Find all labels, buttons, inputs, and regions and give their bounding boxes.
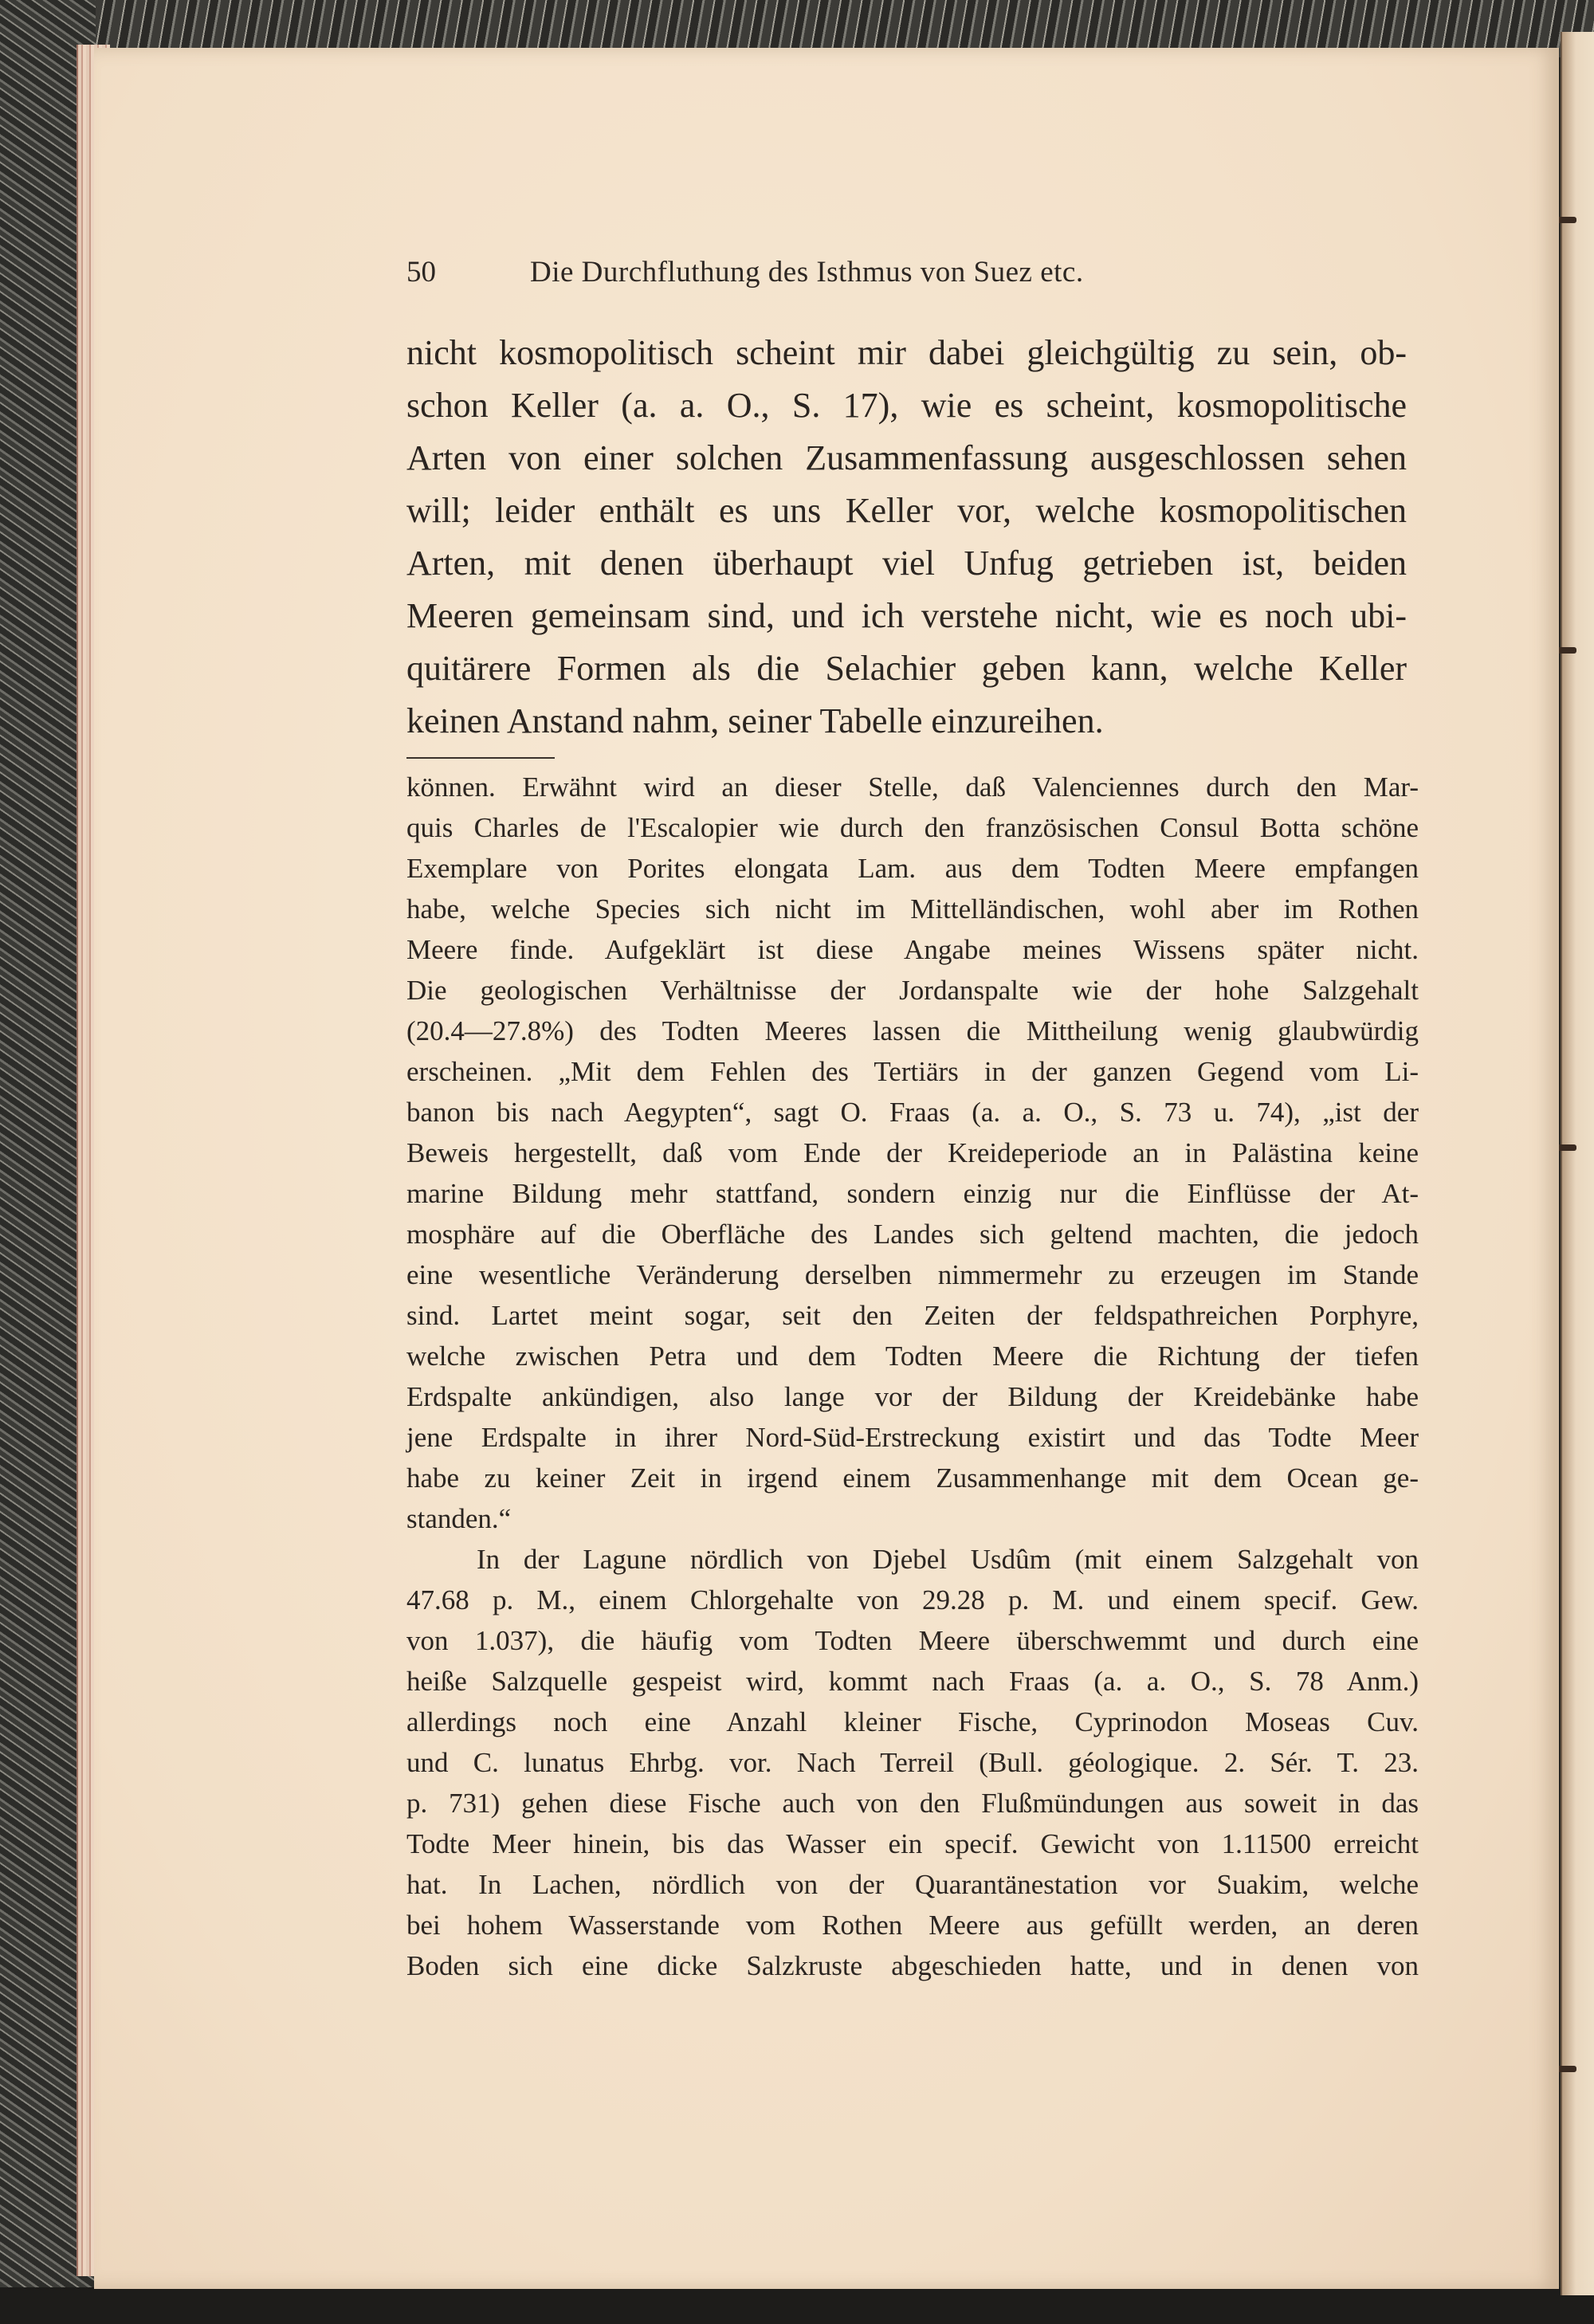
footnote-line: Erdspalte ankündigen, also lange vor der Bildung der Kreidebänke habe — [406, 1381, 1419, 1412]
book-binding-bottom — [0, 2287, 1594, 2324]
footnote-line: können. Erwähnt wird an dieser Stelle, daß Valenciennes durch den Mar- — [406, 771, 1419, 803]
footnote-line: heiße Salzquelle gespeist wird, kommt nach Fraas (a. a. O., S. 78 Anm.) — [406, 1666, 1419, 1697]
facing-page-edge — [1561, 32, 1594, 2295]
footnote-line: (20.4—27.8%) des Todten Meeres lassen die Mittheilung wenig glaubwürdig — [406, 1015, 1419, 1046]
text-line: keinen Anstand nahm, seiner Tabelle einzureihen. — [406, 701, 1104, 740]
main-paragraph — [406, 327, 1407, 748]
page-number: 50 — [406, 256, 436, 289]
running-header — [406, 255, 1407, 303]
text-line: Arten von einer solchen Zusammenfassung ausgeschlossen sehen — [406, 438, 1407, 477]
footnote-line: eine wesentliche Veränderung derselben nimmermehr zu erzeugen im Stande — [406, 1259, 1419, 1290]
footnote-line: jene Erdspalte in ihrer Nord-Süd-Erstreckung existirt und das Todte Meer — [406, 1422, 1419, 1453]
footnote-line: In der Lagune nördlich von Djebel Usdûm (mit einem Salzgehalt von — [477, 1544, 1419, 1575]
footnote — [406, 767, 1419, 1986]
text-line: quitärere Formen als die Selachier geben kann, welche Keller — [406, 649, 1407, 688]
footnote-line: Todte Meer hinein, bis das Wasser ein specif. Gewicht von 1.11500 erreicht — [406, 1828, 1419, 1859]
footnote-line: Meere finde. Aufgeklärt ist diese Angabe meines Wissens später nicht. — [406, 934, 1419, 965]
text-line: schon Keller (a. a. O., S. 17), wie es scheint, kosmopolitische — [406, 386, 1407, 425]
footnote-line: standen.“ — [406, 1503, 512, 1534]
footnote-line: Exemplare von Porites elongata Lam. aus dem Todten Meere empfangen — [406, 853, 1419, 884]
footnote-line: sind. Lartet meint sogar, seit den Zeiten der feldspathreichen Porphyre, — [406, 1300, 1419, 1331]
footnote-line: habe, welche Species sich nicht im Mittelländischen, wohl aber im Rothen — [406, 893, 1419, 924]
footnote-separator — [406, 757, 555, 759]
text-line: nicht kosmopolitisch scheint mir dabei gleichgültig zu sein, ob- — [406, 333, 1407, 372]
footnote-line: mosphäre auf die Oberfläche des Landes sich geltend machten, die jedoch — [406, 1219, 1419, 1250]
footnote-line: 47.68 p. M., einem Chlorgehalte von 29.28 p. M. und einem specif. Gew. — [406, 1584, 1419, 1615]
footnote-line: bei hohem Wasserstande vom Rothen Meere aus gefüllt werden, an deren — [406, 1910, 1419, 1941]
footnote-line: Die geologischen Verhältnisse der Jordanspalte wie der hohe Salzgehalt — [406, 975, 1419, 1006]
footnote-line: von 1.037), die häufig vom Todten Meere überschwemmt und durch eine — [406, 1625, 1419, 1656]
footnote-line: hat. In Lachen, nördlich von der Quarantänestation vor Suakim, welche — [406, 1869, 1419, 1900]
text-line: Meeren gemeinsam sind, und ich verstehe nicht, wie es noch ubi- — [406, 596, 1407, 635]
footnote-line: und C. lunatus Ehrbg. vor. Nach Terreil (Bull. géologique. 2. Sér. T. 23. — [406, 1747, 1419, 1778]
footnote-line: p. 731) gehen diese Fische auch von den Flußmündungen aus soweit in das — [406, 1788, 1419, 1819]
text-line: will; leider enthält es uns Keller vor, welche kosmopolitischen — [406, 491, 1407, 530]
footnote-line: Boden sich eine dicke Salzkruste abgeschieden hatte, und in denen von — [406, 1950, 1419, 1981]
footnote-line: erscheinen. „Mit dem Fehlen des Tertiärs in der ganzen Gegend vom Li- — [406, 1056, 1419, 1087]
footnote-line: banon bis nach Aegypten“, sagt O. Fraas (a. a. O., S. 73 u. 74), „ist der — [406, 1097, 1419, 1128]
footnote-line: Beweis hergestellt, daß vom Ende der Kreideperiode an in Palästina keine — [406, 1137, 1419, 1168]
footnote-line: habe zu keiner Zeit in irgend einem Zusammenhange mit dem Ocean ge- — [406, 1462, 1419, 1494]
footnote-line: marine Bildung mehr stattfand, sondern einzig nur die Einflüsse der At- — [406, 1178, 1419, 1209]
footnote-line: welche zwischen Petra und dem Todten Meere die Richtung der tiefen — [406, 1341, 1419, 1372]
text-line: Arten, mit denen überhaupt viel Unfug getrieben ist, beiden — [406, 544, 1407, 583]
footnote-line: allerdings noch eine Anzahl kleiner Fische, Cyprinodon Moseas Cuv. — [406, 1706, 1419, 1737]
running-title: Die Durchfluthung des Isthmus von Suez etc. — [530, 256, 1084, 289]
footnote-line: quis Charles de l'Escalopier wie durch den französischen Consul Botta schöne — [406, 812, 1419, 843]
